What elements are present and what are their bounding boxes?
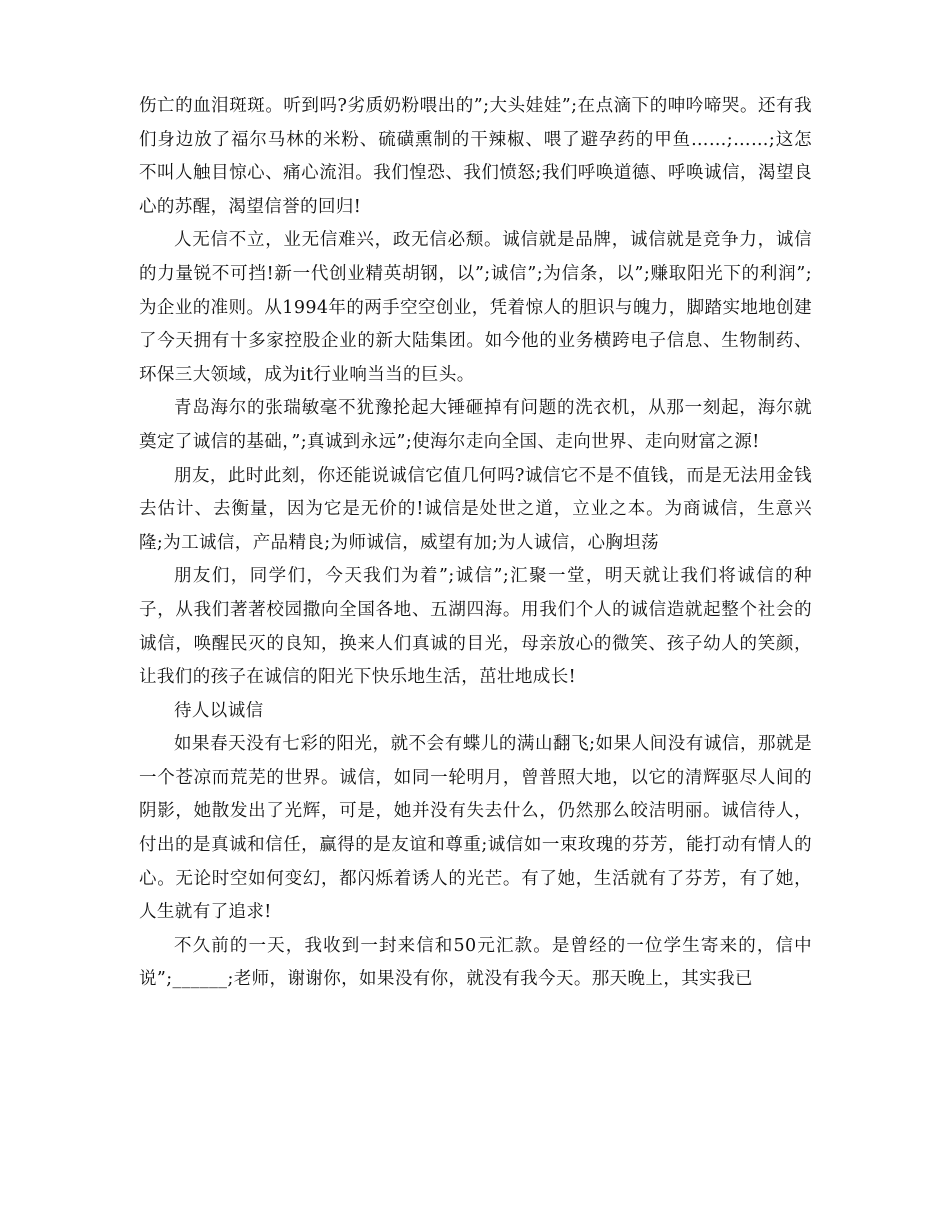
section-title: 待人以诚信 xyxy=(174,700,264,721)
paragraph-2: 人无信不立，业无信难兴，政无信必颓。诚信就是品牌，诚信就是竞争力，诚信的力量锐不可挡!新一代创业精英胡钢，以”;诚信”;为信条，以”;赚取阳光下的利润”;为企业的准则。从1994年的两手空空创业，凭着惊人的胆识与魄力，脚踏实地地创建了今天拥有十多家控股企业的新大陆集团。如今他的业务横跨电子信息、生物制药、环保三大领域，成为it行业响当当的巨头。 xyxy=(139,230,812,385)
paragraph-6: 如果春天没有七彩的阳光，就不会有蝶儿的满山翻飞;如果人间没有诚信，那就是一个苍凉而荒芜的世界。诚信，如同一轮明月，曾普照大地，以它的清辉驱尽人间的阴影，她散发出了光辉，可是，她并没有失去什么，仍然那么皎洁明丽。诚信待人，付出的是真诚和信任，赢得的是友谊和尊重;诚信如一束玫瑰的芬芳，能打动有情人的心。无论时空如何变幻，都闪烁着诱人的光芒。有了她，生活就有了芬芳，有了她，人生就有了追求! xyxy=(139,734,812,923)
paragraph-7: 不久前的一天，我收到一封来信和50元汇款。是曾经的一位学生寄来的，信中说”;______;老师，谢谢你，如果没有你，就没有我今天。那天晚上，其实我已 xyxy=(139,935,812,990)
paragraph-4: 朋友，此时此刻，你还能说诚信它值几何吗?诚信它不是不值钱，而是无法用金钱去估计、去衡量，因为它是无价的!诚信是处世之道，立业之本。为商诚信，生意兴隆;为工诚信，产品精良;为师诚信，威望有加;为人诚信，心胸坦荡 xyxy=(139,465,812,553)
paragraph-3: 青岛海尔的张瑞敏毫不犹豫抡起大锤砸掉有问题的洗衣机，从那一刻起，海尔就奠定了诚信的基础，”;真诚到永远”;使海尔走向全国、走向世界、走向财富之源! xyxy=(139,398,812,452)
paragraph-1: 伤亡的血泪斑斑。听到吗?劣质奶粉喂出的”;大头娃娃”;在点滴下的呻吟啼哭。还有我们身边放了福尔马林的米粉、硫磺熏制的干辣椒、喂了避孕药的甲鱼……;……;这怎不叫人触目惊心、痛心流泪。我们惶恐、我们愤怒;我们呼唤道德、呼唤诚信，渴望良心的苏醒，渴望信誉的回归! xyxy=(139,96,812,217)
paragraph-5: 朋友们，同学们，今天我们为着”;诚信”;汇聚一堂，明天就让我们将诚信的种子，从我们著著校园撒向全国各地、五湖四海。用我们个人的诚信造就起整个社会的诚信，唤醒民灭的良知，换来人们真诚的目光，母亲放心的微笑、孩子幼人的笑颜，让我们的孩子在诚信的阳光下快乐地生活，茁壮地成长! xyxy=(139,566,812,688)
document-body xyxy=(139,90,812,997)
